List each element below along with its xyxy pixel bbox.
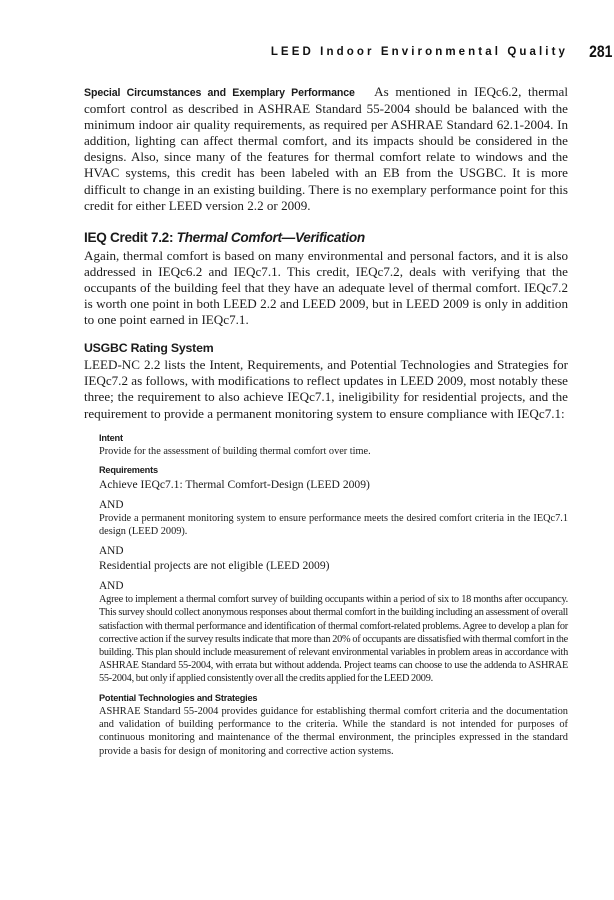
and-1: AND [99, 498, 124, 511]
rating-system-paragraph: LEED-NC 2.2 lists the Intent, Requirements, and Potential Technologies and Strategies for IEQc7.2 as follows, with modifications to reflect updates in LEED 2009, most notably these three; the requirement to also achieve IEQc7.1, ineligibility for residential projects, and the requirement to provide a permanent monitoring system to ensure compliance with IEQc7.1: [84, 357, 568, 421]
requirement-1: Achieve IEQc7.1: Thermal Comfort-Design (LEED 2009) [99, 477, 370, 491]
pts-heading: Potential Technologies and Strategies [99, 692, 258, 703]
requirement-4: Agree to implement a thermal comfort survey of building occupants within a period of six to 18 months after occupancy. This survey should collect anonymous responses about thermal comfort in the building including an assessment of overall satisfaction with thermal performance and identification of thermal comfort-related problems. Agree to develop a plan for corrective action if the survey results indicate that more than 20% of occupants are dissatisfied with thermal comfort in the building. This plan should include measurement of relevant environmental variables in problem areas in accordance with ASHRAE Standard 55-2004, with errata but without addenda. Project teams can choose to use the addenda to ASHRAE 55-2004, but only if applied consistently over all the credits applied for the LEED 2009. [99, 594, 568, 685]
and-2: AND [99, 545, 124, 558]
requirement-2: Provide a permanent monitoring system to ensure performance meets the desired comfort criteria in the IEQc7.1 design (LEED 2009). [99, 512, 568, 537]
page-number: 281 [588, 42, 612, 61]
special-circumstances-paragraph [84, 84, 568, 214]
intent-heading: Intent [99, 432, 123, 443]
running-head [0, 42, 614, 66]
leed-excerpt [99, 432, 568, 759]
running-title: LEED Indoor Environmental Quality [270, 46, 568, 58]
credit-heading-prefix: IEQ Credit 7.2: [84, 229, 177, 245]
requirements-heading: Requirements [99, 464, 158, 475]
credit-heading [84, 229, 568, 246]
credit-heading-title: Thermal Comfort—Verification [176, 229, 365, 245]
page-body [84, 84, 568, 758]
requirement-3: Residential projects are not eligible (LEED 2009) [99, 559, 330, 573]
pts-text: ASHRAE Standard 55-2004 provides guidance for establishing thermal comfort criteria and the documentation and validation of building performance to the criteria. While the standard is not intended for purposes of continuous monitoring and maintenance of the thermal environment, the principles expressed in the standard provide a basis for design of monitoring and corrective action systems. [99, 705, 568, 757]
credit-paragraph: Again, thermal comfort is based on many environmental and personal factors, and it is also addressed in IEQc6.2 and IEQc7.1. This credit, IEQc7.2, deals with verifying that the occupants of the building feel that they have an adequate level of thermal comfort. IEQc7.2 is worth one point in both LEED 2.2 and LEED 2009, but in LEED 2009 is only in addition to one point earned in IEQc7.1. [84, 247, 568, 328]
special-circumstances-runin: Special Circumstances and Exemplary Performance [84, 87, 355, 99]
and-3: AND [99, 580, 124, 593]
rating-system-heading: USGBC Rating System [84, 341, 214, 356]
intent-text: Provide for the assessment of building thermal comfort over time. [99, 445, 371, 457]
special-circumstances-text: As mentioned in IEQc6.2, thermal comfort control as described in ASHRAE Standard 55-2004 should be balanced with the minimum indoor air quality requirements, as required per ASHRAE Standard 62.1-2004. In addition, lighting can affect thermal comfort, and its impacts should be considered in the designs. Also, since many of the features for thermal comfort relate to windows and the HVAC systems, this credit has been labeled with an EB from the USGBC. It is more difficult to change in an existing building. There is no exemplary performance point for this credit for either LEED version 2.2 or 2009. [84, 84, 568, 213]
